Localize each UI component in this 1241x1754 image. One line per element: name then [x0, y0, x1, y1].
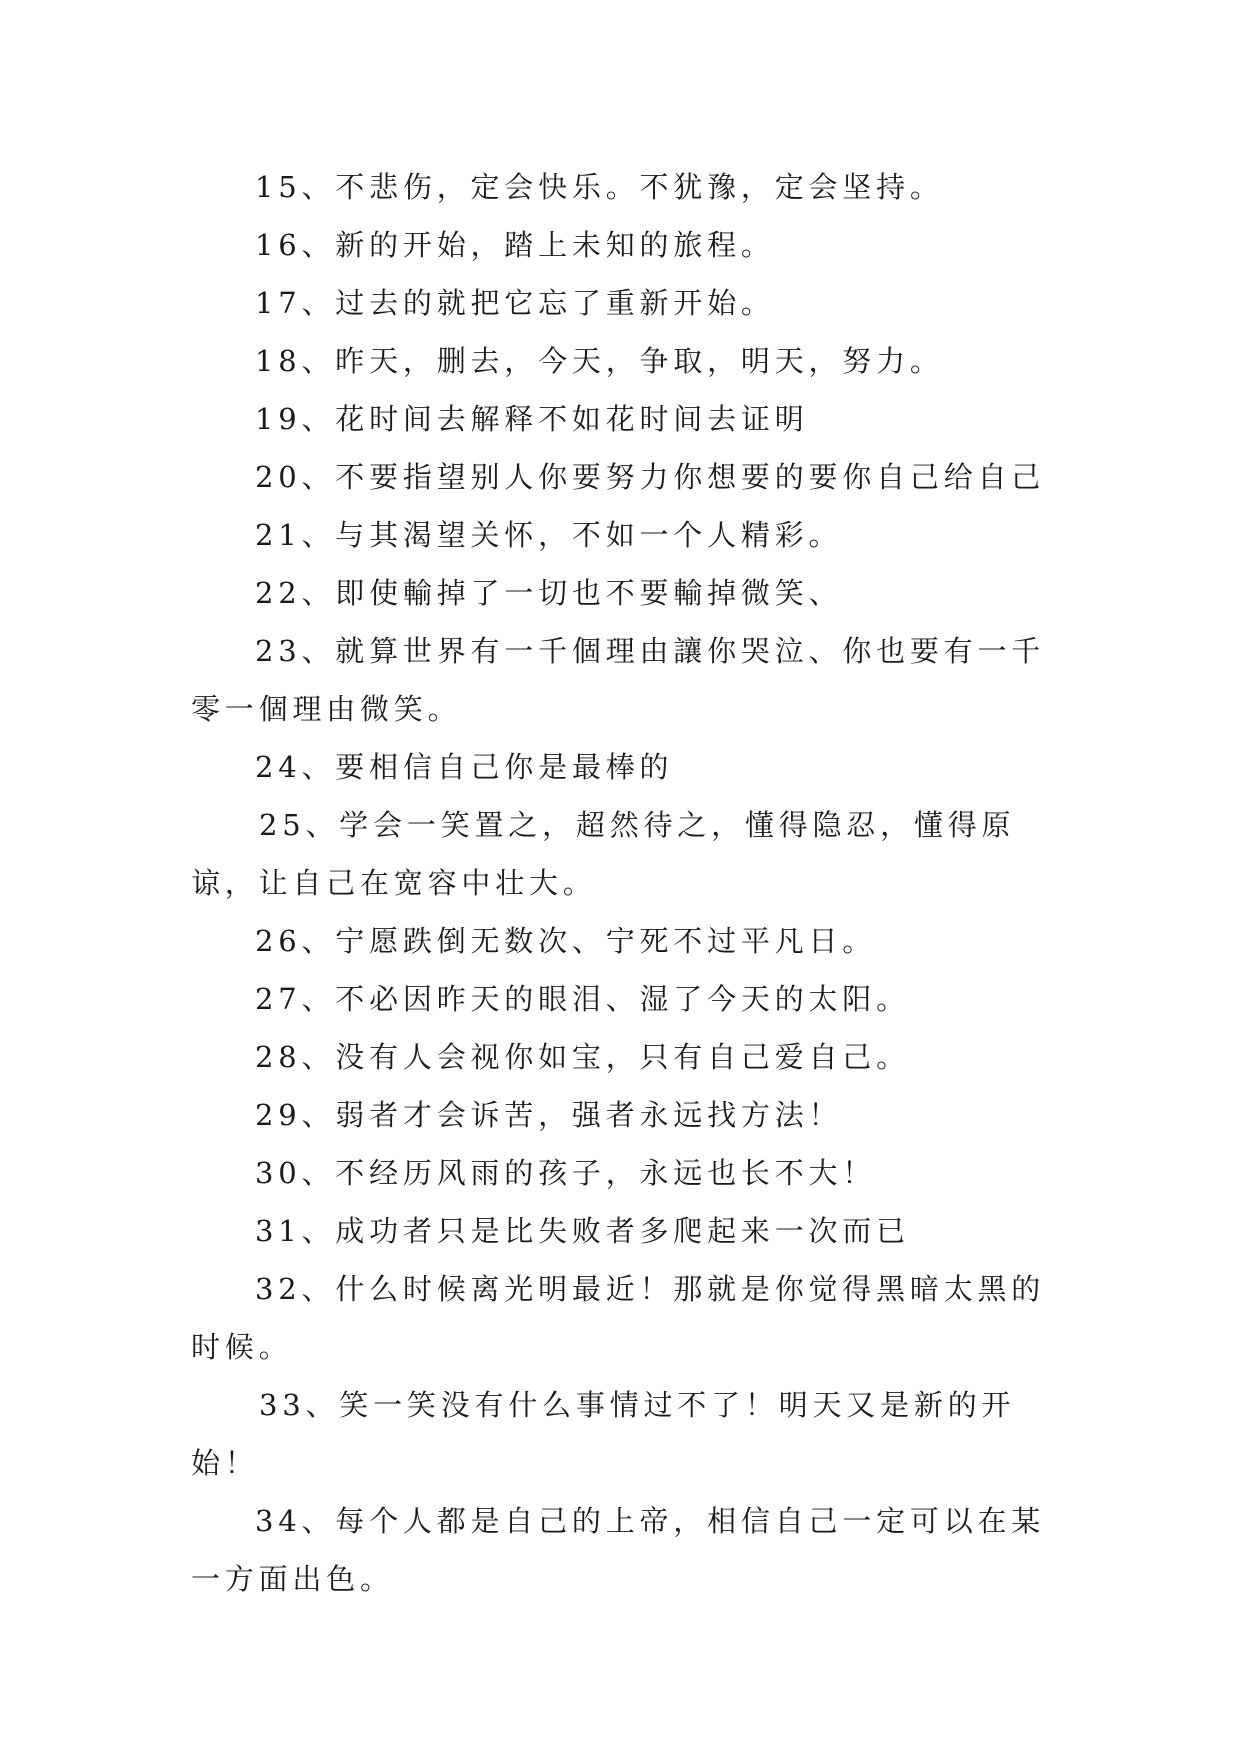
paragraph-21: 21、与其渴望关怀，不如一个人精彩。: [255, 518, 843, 552]
paragraph-33: 33、笑一笑没有什么事情过不了！明天又是新的开始！: [191, 1388, 1016, 1480]
paragraph-19: 19、花时间去解释不如花时间去证明: [255, 402, 809, 436]
paragraph-23: 23、就算世界有一千個理由讓你哭泣、你也要有一千零一個理由微笑。: [191, 634, 1046, 726]
paragraph-18: 18、昨天，删去，今天，争取，明天，努力。: [255, 344, 944, 378]
paragraph-31: 31、成功者只是比失败者多爬起来一次而已: [255, 1214, 910, 1248]
paragraph-24: 24、要相信自己你是最棒的: [255, 750, 674, 784]
paragraph-32: 32、什么时候离光明最近！那就是你觉得黑暗太黑的时候。: [191, 1272, 1046, 1364]
document-body: [191, 158, 1071, 1608]
paragraph-20: 20、不要指望别人你要努力你想要的要你自己给自己: [255, 460, 1046, 494]
paragraph-22: 22、即使輸掉了一切也不要輸掉微笑、: [255, 576, 843, 610]
paragraph-28: 28、没有人会视你如宝，只有自己爱自己。: [255, 1040, 910, 1074]
paragraph-29: 29、弱者才会诉苦，强者永远找方法！: [255, 1098, 843, 1132]
paragraph-26: 26、宁愿跌倒无数次、宁死不过平凡日。: [255, 924, 877, 958]
paragraph-27: 27、不必因昨天的眼泪、湿了今天的太阳。: [255, 982, 910, 1016]
paragraph-16: 16、新的开始，踏上未知的旅程。: [255, 228, 775, 262]
paragraph-34: 34、每个人都是自己的上帝，相信自己一定可以在某一方面出色。: [191, 1504, 1046, 1596]
paragraph-25: 25、学会一笑置之，超然待之，懂得隐忍，懂得原谅，让自己在宽容中壮大。: [191, 808, 1016, 900]
paragraph-15: 15、不悲伤，定会快乐。不犹豫，定会坚持。: [255, 170, 944, 204]
paragraph-30: 30、不经历风雨的孩子，永远也长不大！: [255, 1156, 877, 1190]
paragraph-17: 17、过去的就把它忘了重新开始。: [255, 286, 775, 320]
